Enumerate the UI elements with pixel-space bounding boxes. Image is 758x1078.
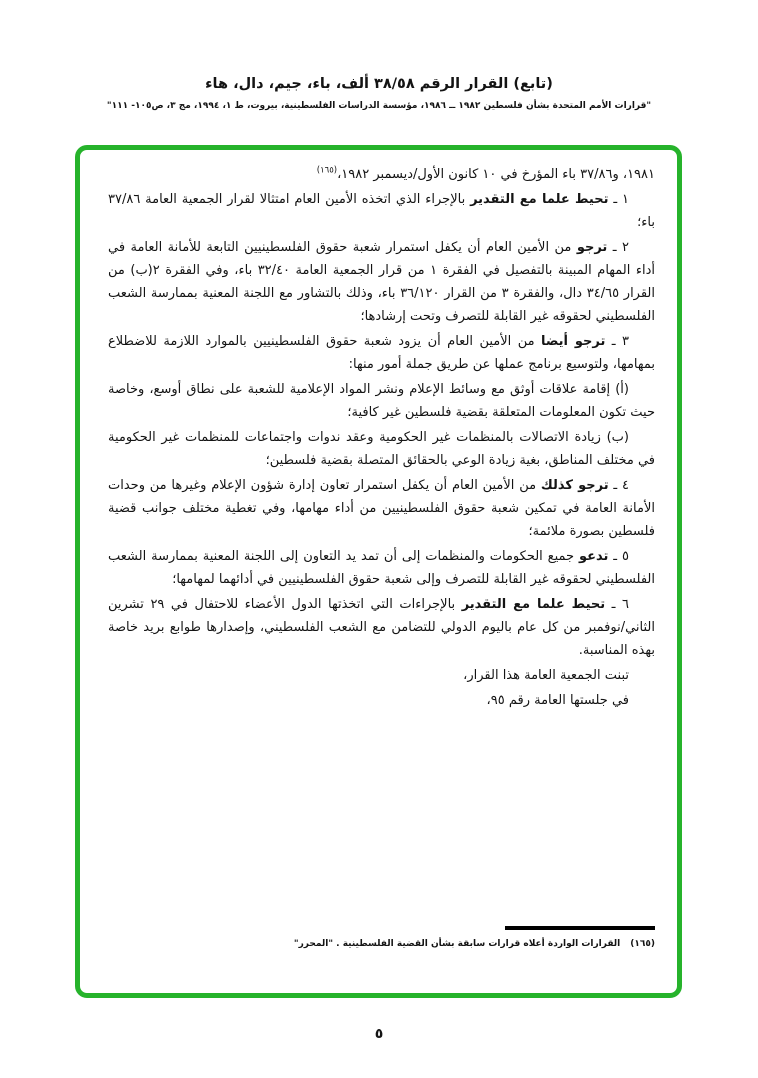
- document-source-line: "قرارات الأمم المتحدة بشأن فلسطين ١٩٨٢ ــ ١٩٨٦، مؤسسة الدراسات الفلسطينية، بيروت، ط ١، ١٩٩٤، مج ٣، ص١٠٥- ١١١": [106, 101, 652, 111]
- footnote-ref: (١٦٥): [630, 939, 655, 949]
- footnote-body: القرارات الواردة أعلاه قرارات سابقة بشأن القضية الفلسطينية . "المحرر": [293, 939, 621, 949]
- paragraph: ٣ ـ ترجو أيضا من الأمين العام أن يزود شعبة حقوق الفلسطينيين بالموارد اللازمة للاضطلاع بمهامها، ولتوسيع برنامج عملها عن طريق جملة أمور منها:: [108, 334, 655, 372]
- paragraph: ١ ـ تحيط علما مع التقدير بالإجراء الذي اتخذه الأمين العام امتثالا لقرار الجمعية العامة ٣٧/٨٦ باء؛: [108, 192, 655, 230]
- paragraph: ٤ ـ ترجو كذلك من الأمين العام أن يكفل استمرار تعاون إدارة شؤون الإعلام وغيرها من وحدات الأمانة العامة في تمكين شعبة حقوق الفلسطينيين من أداء مهامها، وفي تغطية مختلف جوانب قضية فلسطين بصورة ملائمة؛: [108, 478, 655, 539]
- document-title: (تابع) القرار الرقم ٣٨/٥٨ ألف، باء، جيم، دال، هاء: [205, 76, 553, 92]
- paragraph: (ب) زيادة الاتصالات بالمنظمات غير الحكومية وعقد ندوات واجتماعات للمنظمات غير الحكومية في مختلف المناطق، بغية زيادة الوعي بالحقائق المتصلة بقضية فلسطين؛: [108, 430, 655, 468]
- page-number: ٥: [374, 1026, 384, 1042]
- document-frame: [75, 145, 682, 998]
- paragraph: ٥ ـ تدعو جميع الحكومات والمنظمات إلى أن تمد يد التعاون إلى اللجنة المعنية بممارسة الشعب الفلسطيني لحقوقه غير القابلة للتصرف وإلى شعبة حقوق الفلسطينيين في أدائهما لمهامها؛: [108, 549, 655, 587]
- document-body: [108, 163, 655, 714]
- footnote-text: [108, 939, 655, 949]
- paragraph: في جلستها العامة رقم ٩٥،: [486, 693, 629, 708]
- paragraph: ٢ ـ ترجو من الأمين العام أن يكفل استمرار شعبة حقوق الفلسطينيين التابعة للأمانة العامة في أداء المهام المبينة بالتفصيل في الفقرة ١ من قرار الجمعية العامة ٣٢/٤٠ باء، وفي الفقرة ٢(ب) من القرار ٣٤/٦٥ دال، والفقرة ٣ من القرار ٣٦/١٢٠ باء، وذلك بالتشاور مع اللجنة المعنية بممارسة الشعب الفلسطيني لحقوقه غير القابلة للتصرف وتحت إرشادها؛: [108, 240, 656, 324]
- paragraph: (أ) إقامة علاقات أوثق مع وسائط الإعلام ونشر المواد الإعلامية للشعبة على نطاق أوسع، وخاصة حيث تكون المعلومات المتعلقة بقضية فلسطين غير كافية؛: [108, 382, 655, 420]
- paragraph: تبنت الجمعية العامة هذا القرار،: [463, 668, 629, 683]
- document-header: [0, 76, 758, 111]
- paragraph: ١٩٨١، و٣٧/٨٦ باء المؤرخ في ١٠ كانون الأول/ديسمبر ١٩٨٢،$^{(١٦٥)}$: [316, 165, 655, 182]
- paragraph: ٦ ـ تحيط علما مع التقدير بالإجراءات التي اتخذتها الدول الأعضاء للاحتفال في ٢٩ تشرين الثاني/نوفمبر من كل عام باليوم الدولي للتضامن مع الشعب الفلسطيني، وإصدارها طوابع بريد خاصة بهذه المناسبة.: [108, 597, 655, 658]
- footnote: [108, 926, 655, 949]
- footnote-separator: [505, 926, 655, 930]
